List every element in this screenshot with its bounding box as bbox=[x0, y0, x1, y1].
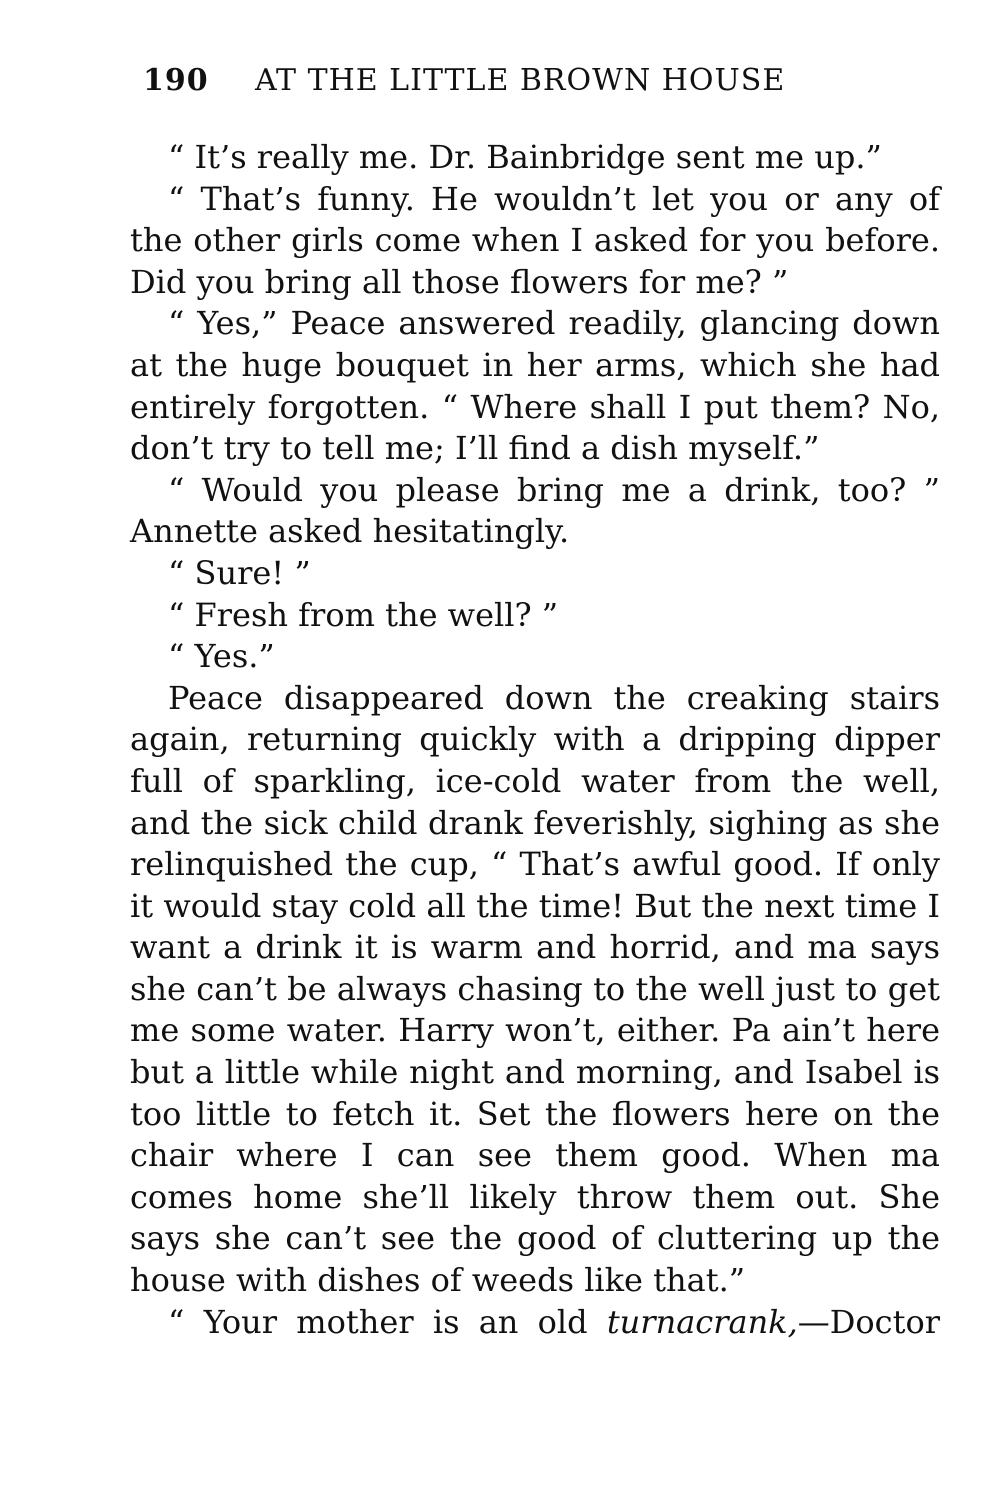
paragraph: “ Yes,” Peace answered readily, glancing down at the huge bouquet in her arms, which she had entirely forgotten. “ Where shall I put them? No, don’t try to tell me; I’ll find a dish myself.” bbox=[130, 304, 940, 468]
paragraph-final bbox=[130, 1302, 940, 1344]
page-number: 190 bbox=[143, 63, 209, 98]
italic-word: turnacrank, bbox=[606, 1302, 798, 1341]
final-text-start: “ Your mother is an old bbox=[168, 1302, 607, 1341]
paragraph: “ That’s funny. He wouldn’t let you or any of the other girls come when I asked for you before. Did you bring all those flowers for me? ” bbox=[130, 179, 940, 301]
running-title: AT THE LITTLE BROWN HOUSE bbox=[255, 63, 786, 98]
paragraph: Peace disappeared down the creaking stairs again, returning quickly with a dripping dipper full of sparkling, ice-cold water from the well, and the sick child drank feverishly, sighing as she relinquished the cup, “ That’s awful good. If only it would stay cold all the time! But the next time I want a drink it is warm and horrid, and ma says she can’t be always chasing to the well just to get me some water. Harry won’t, either. Pa ain’t here but a little while night and morning, and Isabel is too little to fetch it. Set the flowers here on the chair where I can see them good. When ma comes home she’ll likely throw them out. She says she can’t see the good of cluttering up the house with dishes of weeds like that.” bbox=[130, 678, 940, 1300]
running-header bbox=[143, 64, 843, 98]
final-text-end: —Doctor bbox=[797, 1302, 940, 1341]
paragraph: “ Sure! ” bbox=[168, 553, 311, 592]
paragraph: “ Would you please bring me a drink, too? ” Annette asked hesitatingly. bbox=[130, 470, 940, 551]
body-text bbox=[130, 137, 940, 1343]
paragraph: “ Fresh from the well? ” bbox=[168, 595, 559, 634]
paragraph: “ It’s really me. Dr. Bainbridge sent me up.” bbox=[168, 138, 882, 176]
paragraph: “ Yes.” bbox=[168, 637, 275, 676]
